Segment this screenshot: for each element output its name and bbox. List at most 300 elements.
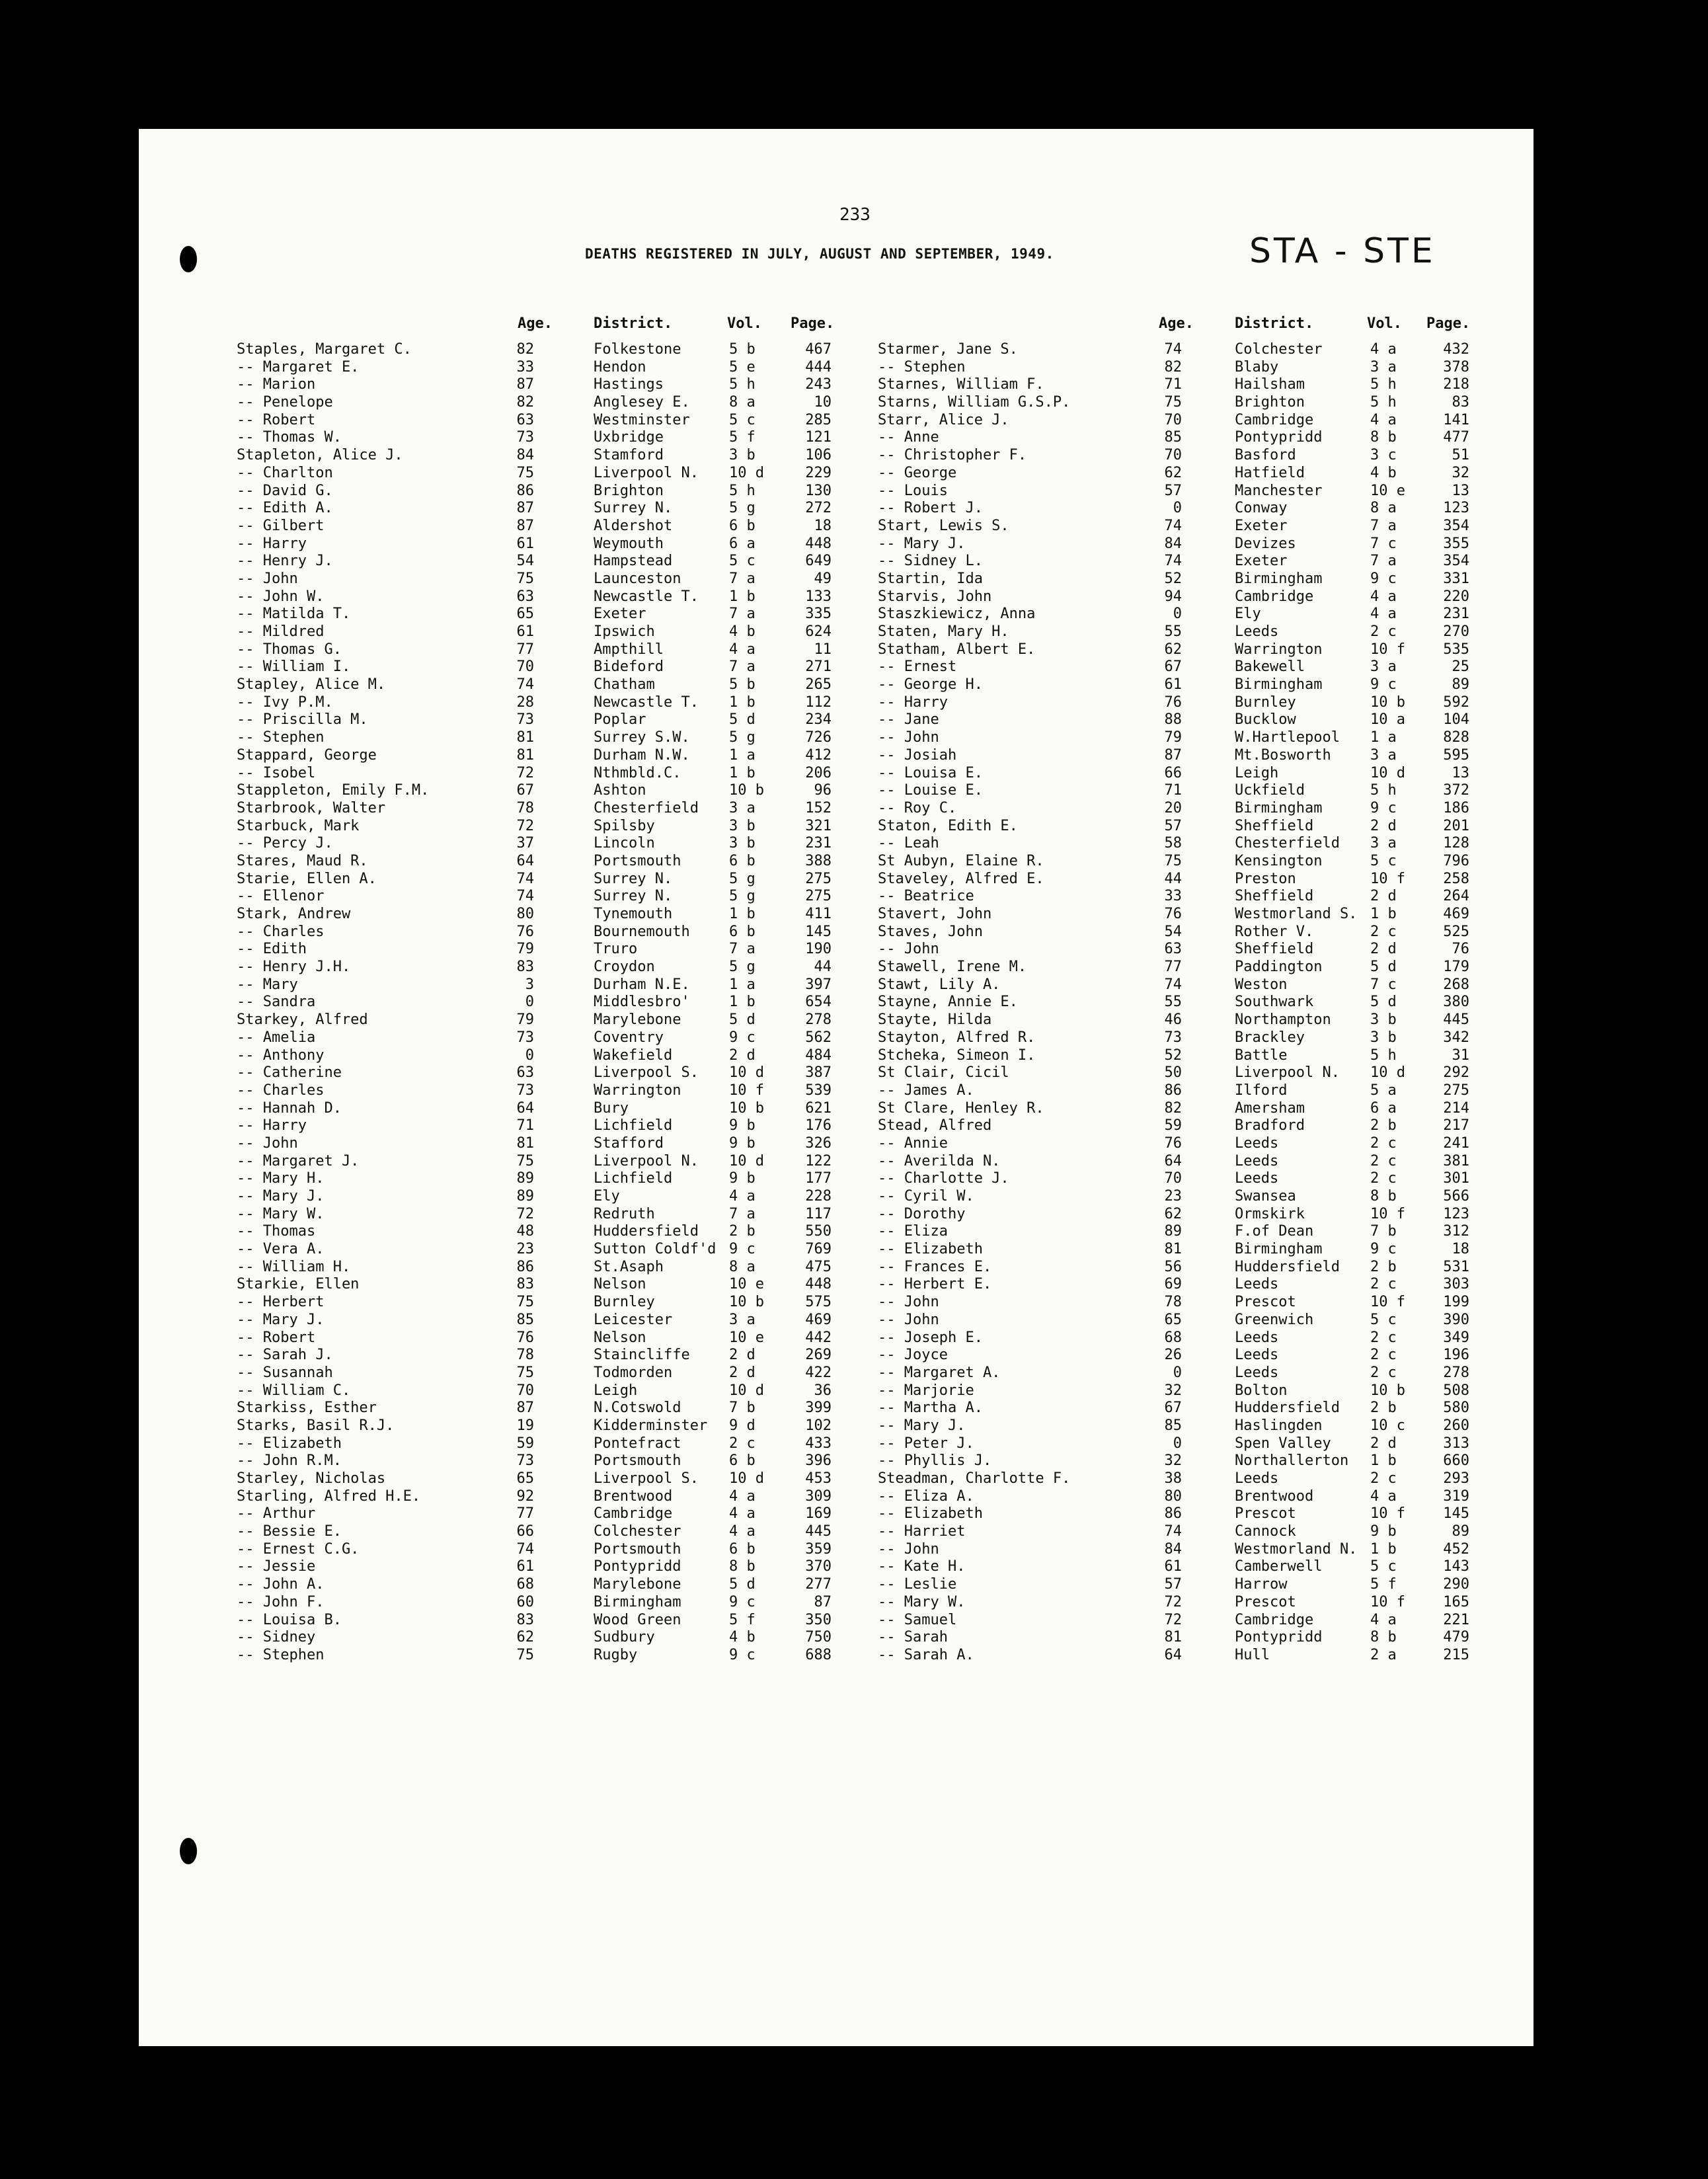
- entry-vol: 4 a: [1370, 1487, 1397, 1505]
- entry-name: -- Charles: [237, 1082, 325, 1099]
- entry-vol: 2 c: [729, 1435, 756, 1452]
- entry-page: 331: [1443, 570, 1469, 587]
- entry-vol: 3 b: [1370, 1029, 1397, 1046]
- entry-vol: 10 f: [1370, 641, 1405, 658]
- entry-age: 79: [516, 941, 534, 958]
- entry-district: Chatham: [594, 676, 655, 693]
- entry-name: -- Gilbert: [237, 517, 325, 534]
- entry-page: 271: [805, 658, 832, 676]
- entry-page: 51: [1452, 447, 1469, 464]
- entry-page: 199: [1443, 1294, 1469, 1311]
- entry-age: 82: [1164, 1099, 1182, 1117]
- entry-vol: 9 c: [729, 1029, 756, 1046]
- entry-district: Harrow: [1235, 1576, 1288, 1593]
- entry-age: 75: [516, 1646, 534, 1663]
- entry-name: -- Harry: [878, 693, 948, 711]
- entry-name: -- John: [237, 1134, 298, 1152]
- entry-page: 452: [1443, 1540, 1469, 1558]
- entry-vol: 2 b: [1370, 1258, 1397, 1275]
- entry-district: Camberwell: [1235, 1558, 1323, 1575]
- entry-vol: 4 a: [729, 1523, 756, 1540]
- entry-age: 61: [1164, 676, 1182, 693]
- entry-vol: 5 d: [729, 711, 756, 729]
- entry-page: 396: [805, 1452, 832, 1470]
- entry-age: 62: [516, 1629, 534, 1646]
- entry-vol: 2 c: [1370, 1470, 1397, 1487]
- entry-name: -- Marjorie: [878, 1382, 974, 1399]
- entry-name: Starr, Alice J.: [878, 411, 1009, 428]
- entry-page: 448: [805, 1276, 832, 1293]
- entry-name: -- Mary J.: [878, 535, 966, 552]
- entry-vol: 4 b: [1370, 464, 1397, 481]
- entry-name: -- Henry J.H.: [237, 959, 351, 976]
- entry-page: 25: [1452, 658, 1469, 676]
- entry-vol: 5 g: [729, 870, 756, 887]
- entry-vol: 1 a: [1370, 729, 1397, 746]
- entry-district: Coventry: [594, 1029, 664, 1046]
- entry-district: Chesterfield: [594, 799, 699, 816]
- entry-vol: 10 c: [1370, 1417, 1405, 1434]
- entry-vol: 6 b: [729, 923, 756, 940]
- punch-hole-icon: [180, 246, 197, 272]
- entry-district: Wakefield: [594, 1047, 673, 1064]
- entry-vol: 9 b: [729, 1170, 756, 1187]
- entry-page: 660: [1443, 1452, 1469, 1470]
- entry-page: 49: [814, 570, 832, 587]
- entry-page: 621: [805, 1099, 832, 1117]
- entry-vol: 4 b: [729, 623, 756, 640]
- entry-page: 649: [805, 553, 832, 570]
- entry-vol: 9 c: [729, 1241, 756, 1258]
- entry-name: Staten, Mary H.: [878, 623, 1009, 640]
- entry-name: -- Charles: [237, 923, 325, 940]
- entry-age: 62: [1164, 464, 1182, 481]
- entry-district: Cannock: [1235, 1523, 1296, 1540]
- entry-district: Bradford: [1235, 1117, 1305, 1134]
- entry-vol: 3 b: [729, 817, 756, 834]
- entry-age: 55: [1164, 994, 1182, 1011]
- entry-district: Nthmbld.C.: [594, 764, 681, 781]
- entry-vol: 4 b: [729, 1629, 756, 1646]
- entry-name: -- Henry J.: [237, 553, 333, 570]
- entry-page: 264: [1443, 888, 1469, 905]
- district-header: District.: [1235, 315, 1314, 332]
- entry-name: -- Elizabeth: [237, 1435, 342, 1452]
- entry-district: Exeter: [1235, 553, 1288, 570]
- entry-page: 750: [805, 1629, 832, 1646]
- entry-page: 444: [805, 358, 832, 376]
- entry-name: -- Priscilla M.: [237, 711, 368, 729]
- entry-district: Birmingham: [1235, 570, 1323, 587]
- entry-district: Middlesbro': [594, 994, 690, 1011]
- entry-vol: 10 d: [729, 464, 764, 481]
- entry-district: Lincoln: [594, 835, 655, 852]
- entry-vol: 4 a: [1370, 588, 1397, 605]
- entry-district: Brentwood: [1235, 1487, 1314, 1505]
- entry-district: Leeds: [1235, 1364, 1279, 1381]
- entry-age: 81: [516, 729, 534, 746]
- entry-name: -- Samuel: [878, 1611, 957, 1628]
- entry-age: 57: [1164, 482, 1182, 499]
- entry-district: Blaby: [1235, 358, 1279, 376]
- entry-page: 31: [1452, 1047, 1469, 1064]
- entry-age: 79: [1164, 729, 1182, 746]
- entry-age: 0: [1173, 1435, 1182, 1452]
- entry-district: Leeds: [1235, 1276, 1279, 1293]
- entry-vol: 6 a: [729, 535, 756, 552]
- entry-page: 122: [805, 1152, 832, 1169]
- entry-name: -- Sarah: [878, 1629, 948, 1646]
- entry-age: 61: [516, 1558, 534, 1575]
- entry-age: 74: [516, 888, 534, 905]
- entry-vol: 3 b: [729, 835, 756, 852]
- entry-age: 63: [516, 1064, 534, 1082]
- entry-age: 32: [1164, 1382, 1182, 1399]
- entry-vol: 7 a: [729, 570, 756, 587]
- entry-vol: 5 c: [729, 553, 756, 570]
- entry-age: 94: [1164, 588, 1182, 605]
- entry-name: -- Kate H.: [878, 1558, 966, 1575]
- entry-age: 87: [516, 1400, 534, 1417]
- entry-name: -- Sidney L.: [878, 553, 983, 570]
- entry-vol: 7 a: [729, 941, 756, 958]
- entry-age: 88: [1164, 711, 1182, 729]
- entry-name: -- David G.: [237, 482, 333, 499]
- page-title: DEATHS REGISTERED IN JULY, AUGUST AND SEPTEMBER, 1949.: [585, 246, 1054, 262]
- entry-age: 33: [516, 358, 534, 376]
- entry-name: -- William H.: [237, 1258, 351, 1275]
- entry-vol: 6 b: [729, 517, 756, 534]
- entry-vol: 5 b: [729, 341, 756, 358]
- entry-district: Exeter: [594, 606, 646, 623]
- entry-age: 77: [1164, 959, 1182, 976]
- entry-page: 477: [1443, 429, 1469, 446]
- entry-district: Birmingham: [594, 1593, 681, 1610]
- entry-page: 18: [814, 517, 832, 534]
- entry-age: 64: [516, 852, 534, 869]
- entry-age: 79: [516, 1011, 534, 1029]
- entry-age: 54: [516, 553, 534, 570]
- district-header: District.: [594, 315, 673, 332]
- entry-vol: 5 f: [1370, 1576, 1397, 1593]
- entry-age: 0: [1173, 500, 1182, 517]
- entry-age: 73: [516, 711, 534, 729]
- entry-name: Staveley, Alfred E.: [878, 870, 1044, 887]
- entry-page: 479: [1443, 1629, 1469, 1646]
- entry-name: Stappleton, Emily F.M.: [237, 782, 430, 799]
- entry-page: 258: [1443, 870, 1469, 887]
- entry-name: -- Margaret A.: [878, 1364, 1001, 1381]
- entry-district: Lichfield: [594, 1170, 673, 1187]
- entry-district: Bournemouth: [594, 923, 690, 940]
- entry-vol: 5 c: [1370, 852, 1397, 869]
- entry-vol: 3 a: [1370, 358, 1397, 376]
- entry-district: Bakewell: [1235, 658, 1305, 676]
- entry-name: -- Mary H.: [237, 1170, 325, 1187]
- entry-name: -- Jane: [878, 711, 939, 729]
- entry-page: 539: [805, 1082, 832, 1099]
- entry-age: 48: [516, 1223, 534, 1240]
- entry-age: 76: [1164, 693, 1182, 711]
- entry-age: 87: [516, 500, 534, 517]
- entry-page: 467: [805, 341, 832, 358]
- entry-age: 69: [1164, 1276, 1182, 1293]
- entry-page: 221: [1443, 1611, 1469, 1628]
- entry-name: -- Ernest C.G.: [237, 1540, 360, 1558]
- entry-age: 59: [516, 1435, 534, 1452]
- entry-district: Stamford: [594, 447, 664, 464]
- entry-page: 123: [1443, 500, 1469, 517]
- entry-district: Westminster: [594, 411, 690, 428]
- entry-vol: 2 c: [1370, 1364, 1397, 1381]
- entry-page: 196: [1443, 1347, 1469, 1364]
- entry-vol: 5 e: [729, 358, 756, 376]
- entry-district: Durham N.W.: [594, 746, 690, 764]
- entry-district: Brentwood: [594, 1487, 673, 1505]
- entry-name: -- Stephen: [237, 1646, 325, 1663]
- entry-age: 80: [1164, 1487, 1182, 1505]
- entry-district: Ilford: [1235, 1082, 1288, 1099]
- entry-page: 550: [805, 1223, 832, 1240]
- entry-name: -- Charlotte J.: [878, 1170, 1009, 1187]
- entry-vol: 8 a: [729, 394, 756, 411]
- index-range: STA - STE: [1249, 231, 1436, 271]
- entry-district: Conway: [1235, 500, 1288, 517]
- entry-age: 65: [516, 1470, 534, 1487]
- entry-vol: 2 c: [1370, 1329, 1397, 1346]
- entry-vol: 5 d: [1370, 994, 1397, 1011]
- entry-page: 313: [1443, 1435, 1469, 1452]
- entry-name: Staszkiewicz, Anna: [878, 606, 1036, 623]
- entry-age: 72: [1164, 1611, 1182, 1628]
- entry-district: Bideford: [594, 658, 664, 676]
- entry-vol: 4 a: [1370, 411, 1397, 428]
- entry-name: -- Hannah D.: [237, 1099, 342, 1117]
- entry-vol: 3 a: [1370, 746, 1397, 764]
- entry-age: 82: [516, 341, 534, 358]
- entry-age: 75: [516, 1364, 534, 1381]
- entry-page: 475: [805, 1258, 832, 1275]
- entry-vol: 5 h: [1370, 376, 1397, 393]
- entry-page: 269: [805, 1347, 832, 1364]
- entry-age: 92: [516, 1487, 534, 1505]
- entry-vol: 10 d: [1370, 764, 1405, 781]
- entry-vol: 2 c: [1370, 1134, 1397, 1152]
- entry-age: 46: [1164, 1011, 1182, 1029]
- entry-age: 73: [516, 1082, 534, 1099]
- entry-age: 85: [516, 1311, 534, 1328]
- entry-name: -- Mary J.: [237, 1311, 325, 1328]
- entry-name: -- John: [878, 1540, 939, 1558]
- entry-page: 312: [1443, 1223, 1469, 1240]
- entry-age: 38: [1164, 1470, 1182, 1487]
- entry-age: 3: [525, 976, 534, 993]
- entry-vol: 2 b: [1370, 1400, 1397, 1417]
- entry-page: 36: [814, 1382, 832, 1399]
- entry-vol: 1 b: [729, 764, 756, 781]
- entry-age: 72: [516, 817, 534, 834]
- entry-name: Starmer, Jane S.: [878, 341, 1018, 358]
- entry-district: Leeds: [1235, 1170, 1279, 1187]
- entry-district: Weston: [1235, 976, 1288, 993]
- entry-vol: 10 b: [1370, 693, 1405, 711]
- entry-name: -- Robert: [237, 1329, 316, 1346]
- entry-vol: 2 d: [729, 1047, 756, 1064]
- entry-vol: 9 c: [729, 1593, 756, 1610]
- entry-page: 442: [805, 1329, 832, 1346]
- entry-district: Mt.Bosworth: [1235, 746, 1331, 764]
- entry-district: Burnley: [1235, 693, 1296, 711]
- entry-age: 57: [1164, 1576, 1182, 1593]
- entry-vol: 2 d: [1370, 941, 1397, 958]
- entry-page: 355: [1443, 535, 1469, 552]
- entry-name: Staples, Margaret C.: [237, 341, 412, 358]
- entry-name: -- Edith: [237, 941, 307, 958]
- entry-page: 769: [805, 1241, 832, 1258]
- entry-name: -- Robert: [237, 411, 316, 428]
- entry-age: 74: [1164, 341, 1182, 358]
- entry-page: 277: [805, 1576, 832, 1593]
- entry-district: Liverpool N.: [594, 1152, 699, 1169]
- entry-district: Pontypridd: [1235, 429, 1323, 446]
- entry-name: Statham, Albert E.: [878, 641, 1036, 658]
- entry-name: Stavert, John: [878, 906, 992, 922]
- entry-page: 354: [1443, 517, 1469, 534]
- entry-name: Startin, Ida: [878, 570, 983, 587]
- entry-name: -- Harriet: [878, 1523, 966, 1540]
- entry-district: Rother V.: [1235, 923, 1314, 940]
- entry-vol: 10 f: [1370, 1505, 1405, 1523]
- entry-district: Huddersfield: [1235, 1400, 1340, 1417]
- entry-age: 59: [1164, 1117, 1182, 1134]
- entry-vol: 9 c: [729, 1646, 756, 1663]
- entry-vol: 5 c: [1370, 1311, 1397, 1328]
- entry-age: 70: [516, 1382, 534, 1399]
- entry-age: 86: [1164, 1505, 1182, 1523]
- entry-page: 469: [805, 1311, 832, 1328]
- entry-vol: 7 c: [1370, 976, 1397, 993]
- entry-district: Pontefract: [594, 1435, 681, 1452]
- entry-vol: 4 a: [729, 1487, 756, 1505]
- entry-age: 64: [516, 1099, 534, 1117]
- entry-vol: 7 a: [729, 606, 756, 623]
- entry-name: -- Louise E.: [878, 782, 983, 799]
- entry-district: Redruth: [594, 1205, 655, 1222]
- entry-age: 84: [516, 447, 534, 464]
- entry-vol: 3 a: [729, 799, 756, 816]
- entry-vol: 10 f: [1370, 1205, 1405, 1222]
- entry-page: 432: [1443, 341, 1469, 358]
- entry-age: 86: [516, 1258, 534, 1275]
- entry-vol: 4 a: [1370, 341, 1397, 358]
- entry-district: Surrey N.: [594, 888, 673, 905]
- entry-vol: 1 b: [1370, 1540, 1397, 1558]
- entry-age: 74: [1164, 553, 1182, 570]
- entry-page: 575: [805, 1294, 832, 1311]
- entry-page: 89: [1452, 1523, 1469, 1540]
- entry-page: 278: [1443, 1364, 1469, 1381]
- entry-name: -- Matilda T.: [237, 606, 351, 623]
- entry-page: 169: [805, 1505, 832, 1523]
- entry-district: Surrey S.W.: [594, 729, 690, 746]
- entry-district: Westmorland S.: [1235, 906, 1358, 922]
- entry-vol: 5 g: [729, 959, 756, 976]
- entry-age: 52: [1164, 570, 1182, 587]
- entry-vol: 3 a: [729, 1311, 756, 1328]
- entry-age: 68: [516, 1576, 534, 1593]
- entry-name: -- Penelope: [237, 394, 333, 411]
- entry-district: Ely: [1235, 606, 1261, 623]
- entry-name: -- Martha A.: [878, 1400, 983, 1417]
- entry-name: Start, Lewis S.: [878, 517, 1009, 534]
- entry-page: 128: [1443, 835, 1469, 852]
- entry-vol: 10 f: [1370, 1294, 1405, 1311]
- entry-page: 179: [1443, 959, 1469, 976]
- entry-page: 152: [805, 799, 832, 816]
- entry-name: Stares, Maud R.: [237, 852, 368, 869]
- entry-vol: 5 h: [1370, 394, 1397, 411]
- entry-name: -- William C.: [237, 1382, 351, 1399]
- entry-page: 218: [1443, 376, 1469, 393]
- entry-page: 595: [1443, 746, 1469, 764]
- entry-vol: 10 b: [1370, 1382, 1405, 1399]
- entry-vol: 7 a: [1370, 553, 1397, 570]
- entry-name: Starbrook, Walter: [237, 799, 386, 816]
- entry-vol: 5 f: [729, 429, 756, 446]
- entry-vol: 5 c: [729, 411, 756, 428]
- entry-page: 275: [805, 870, 832, 887]
- entry-district: Newcastle T.: [594, 588, 699, 605]
- entry-page: 469: [1443, 906, 1469, 922]
- entry-district: Greenwich: [1235, 1311, 1314, 1328]
- entry-vol: 3 b: [1370, 1011, 1397, 1029]
- entry-district: Marylebone: [594, 1576, 681, 1593]
- entry-age: 23: [1164, 1188, 1182, 1205]
- entry-district: St.Asaph: [594, 1258, 664, 1275]
- entry-name: St Clair, Cicil: [878, 1064, 1009, 1082]
- entry-page: 123: [1443, 1205, 1469, 1222]
- entry-page: 96: [814, 782, 832, 799]
- entry-name: -- Margaret E.: [237, 358, 360, 376]
- entry-vol: 7 a: [1370, 517, 1397, 534]
- entry-vol: 10 b: [729, 1099, 764, 1117]
- entry-age: 56: [1164, 1258, 1182, 1275]
- entry-age: 65: [1164, 1311, 1182, 1328]
- entry-age: 58: [1164, 835, 1182, 852]
- entry-vol: 5 a: [1370, 1082, 1397, 1099]
- entry-page: 231: [805, 835, 832, 852]
- entry-page: 453: [805, 1470, 832, 1487]
- entry-page: 390: [1443, 1311, 1469, 1328]
- entry-district: Leeds: [1235, 1152, 1279, 1169]
- entry-district: Birmingham: [1235, 799, 1323, 816]
- entry-district: Warrington: [1235, 641, 1323, 658]
- entry-age: 83: [516, 1611, 534, 1628]
- entry-vol: 10 d: [729, 1470, 764, 1487]
- entry-name: -- Louis: [878, 482, 948, 499]
- entry-vol: 5 g: [729, 729, 756, 746]
- entry-vol: 5 f: [729, 1611, 756, 1628]
- entry-age: 73: [516, 1029, 534, 1046]
- entry-age: 32: [1164, 1452, 1182, 1470]
- entry-name: -- Mary J.: [878, 1417, 966, 1434]
- entry-district: Bucklow: [1235, 711, 1296, 729]
- entry-name: Stayte, Hilda: [878, 1011, 992, 1029]
- entry-district: Brighton: [594, 482, 664, 499]
- entry-page: 243: [805, 376, 832, 393]
- entry-age: 71: [1164, 376, 1182, 393]
- entry-age: 64: [1164, 1152, 1182, 1169]
